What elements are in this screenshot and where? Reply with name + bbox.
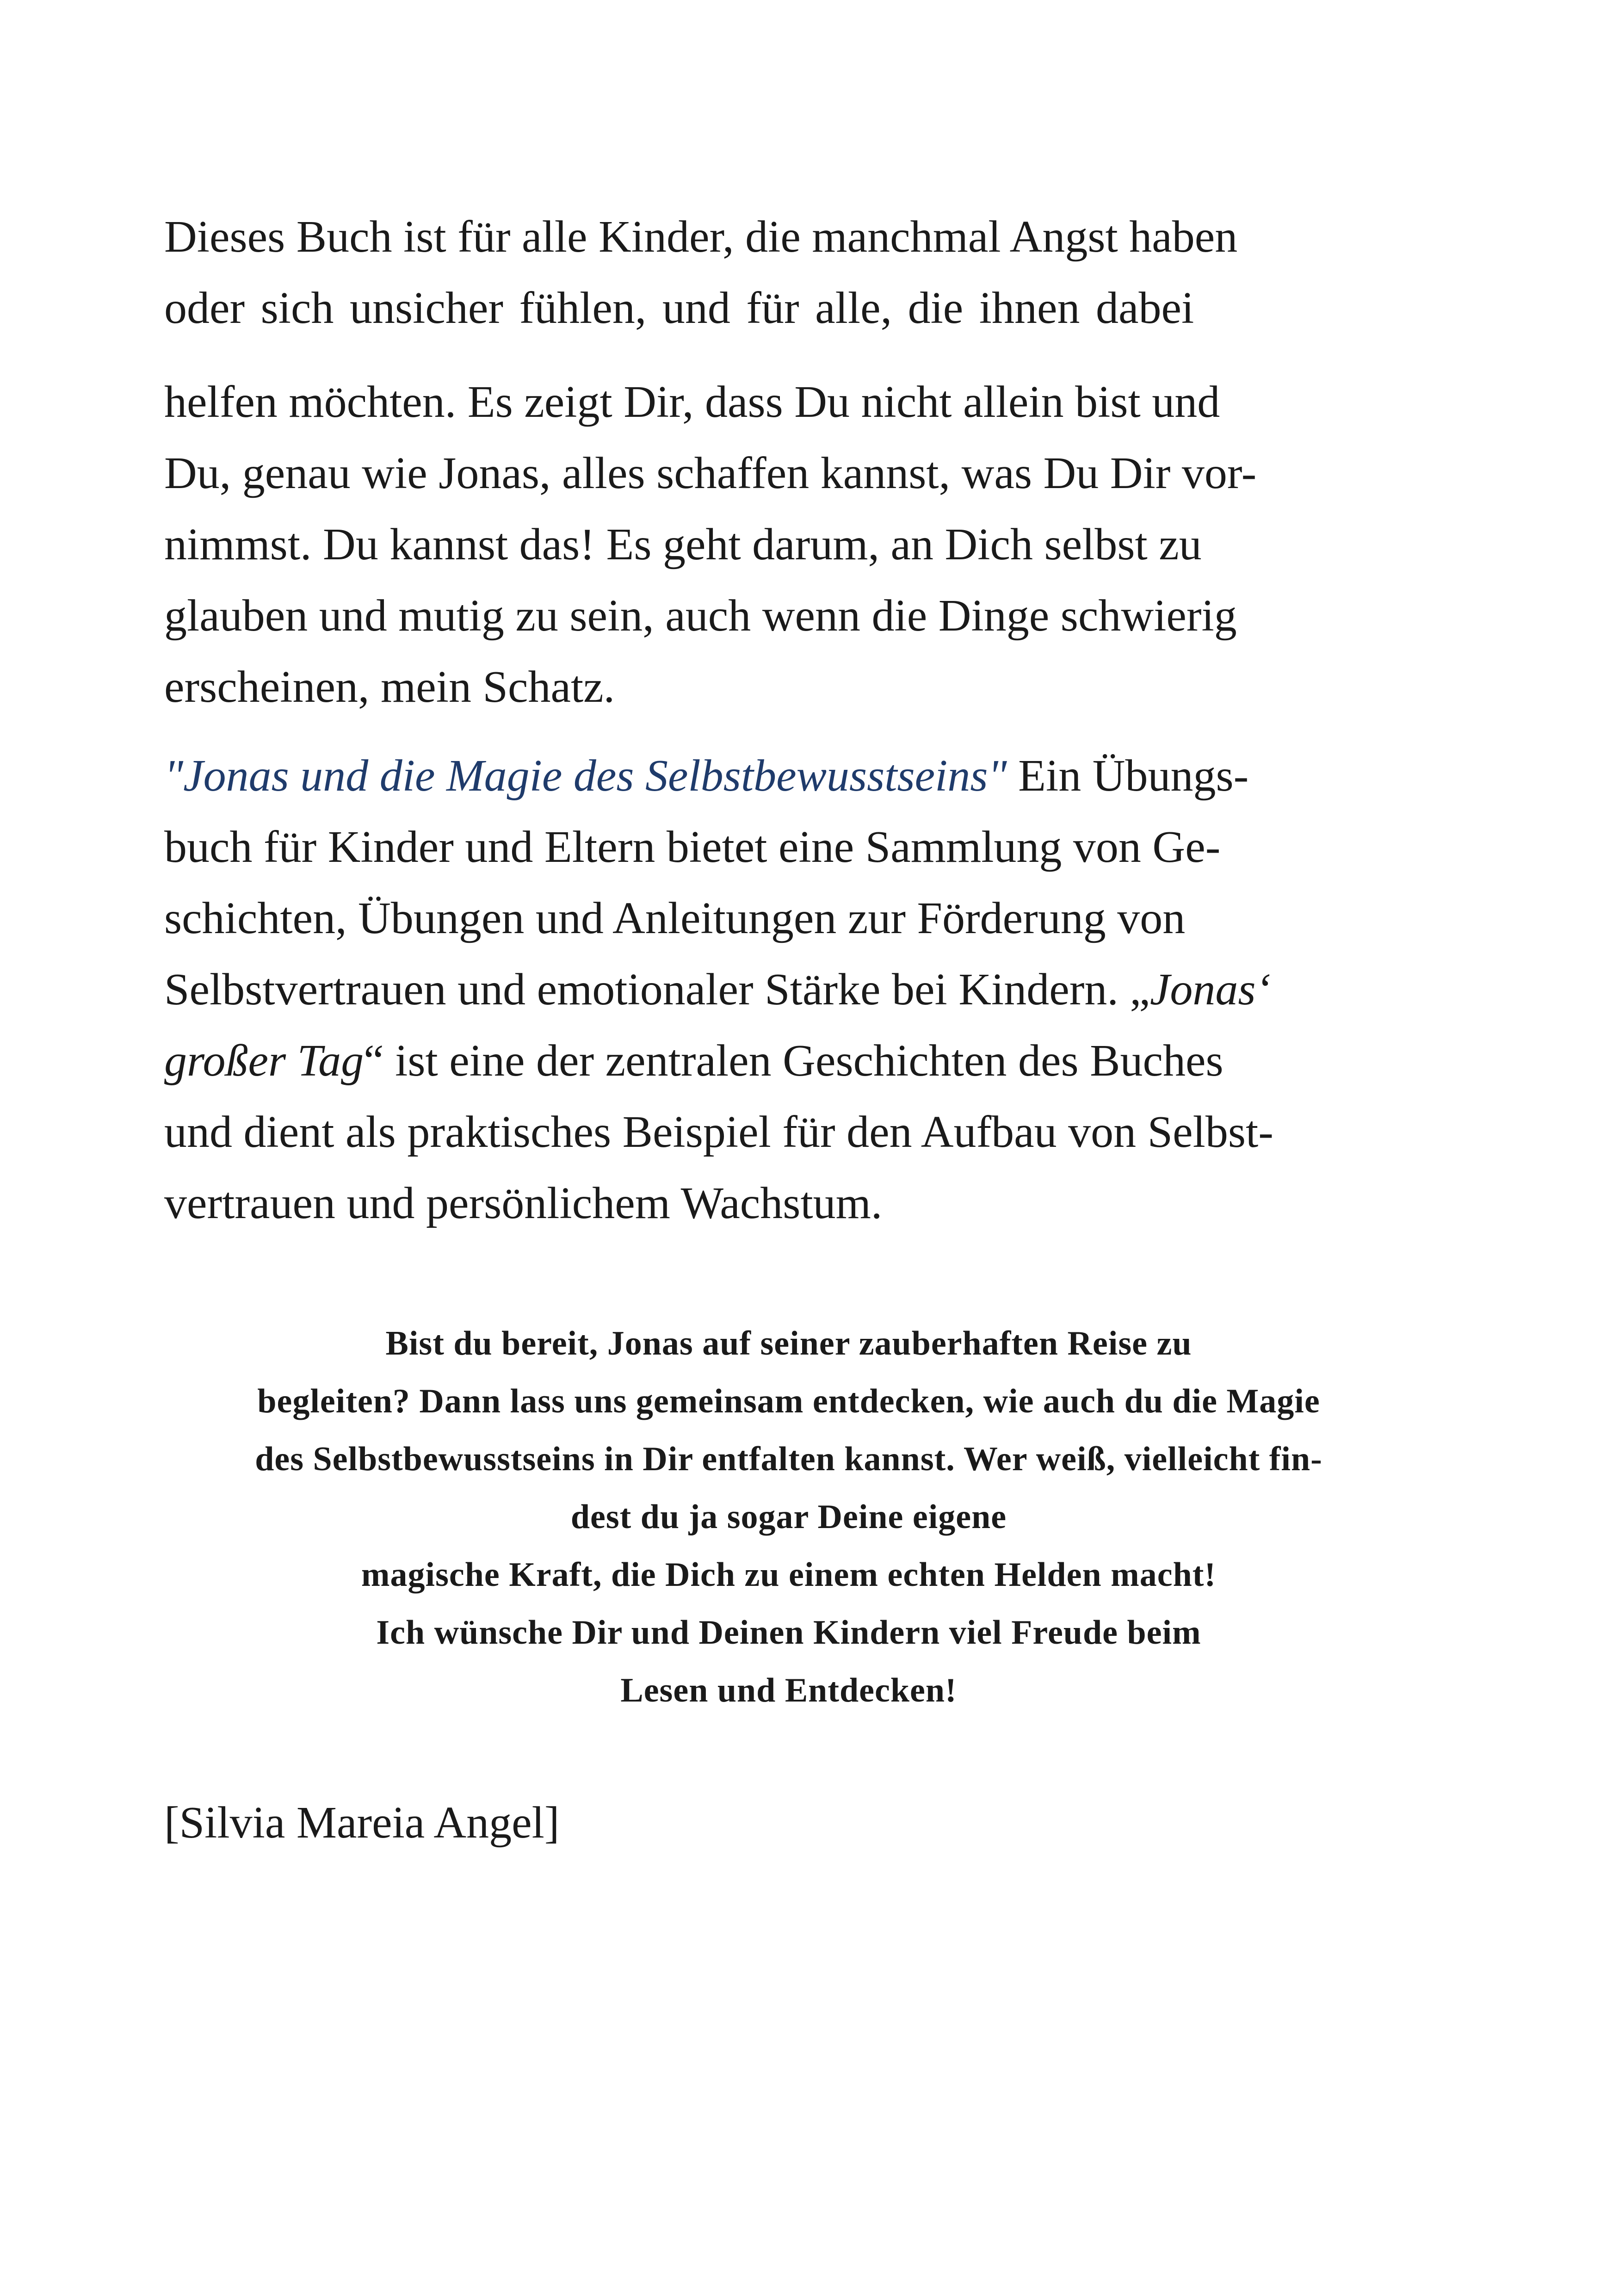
story-title-part: Jonas‘: [1149, 965, 1271, 1015]
text-line: Du, genau wie Jonas, alles schaffen kannst, was Du Dir vor-: [164, 448, 1257, 498]
intro-paragraph-continued: [164, 366, 1256, 723]
story-title-part: großer Tag: [164, 1036, 364, 1086]
text-line: glauben und mutig zu sein, auch wenn die Dinge schwierig: [164, 591, 1237, 641]
text-line: [164, 740, 1273, 811]
closing-line: Lesen und Entdecken!: [620, 1671, 957, 1709]
closing-line: dest du ja sogar Deine eigene: [570, 1498, 1007, 1536]
closing-line: begleiten? Dann lass uns gemeinsam entdecken, wie auch du die Magie: [257, 1382, 1320, 1420]
author-signature: [Silvia Mareia Angel]: [164, 1798, 560, 1848]
closing-line: des Selbstbewusstseins in Dir entfalten kannst. Wer weiß, vielleicht fin-: [255, 1440, 1322, 1478]
text-line: vertrauen und persönlichem Wachstum.: [164, 1178, 883, 1228]
closing-line: magische Kraft, die Dich zu einem echten Helden macht!: [361, 1556, 1217, 1594]
text-line: erscheinen, mein Schatz.: [164, 662, 615, 712]
text-line: [164, 1025, 1273, 1096]
text-line: und dient als praktisches Beispiel für den Aufbau von Selbst-: [164, 1107, 1273, 1157]
text-line: helfen möchten. Es zeigt Dir, dass Du nicht allein bist und: [164, 377, 1220, 427]
text-line: buch für Kinder und Eltern bietet eine Sammlung von Ge-: [164, 822, 1221, 872]
closing-message: [164, 1315, 1413, 1720]
book-title: "Jonas und die Magie des Selbstbewusstseins": [164, 751, 1007, 801]
text-fragment: Selbstvertrauen und emotionaler Stärke bei Kindern. „: [164, 965, 1150, 1015]
book-description-paragraph: [164, 740, 1273, 1239]
text-fragment: Ein Übungs-: [1007, 751, 1249, 801]
closing-line: Bist du bereit, Jonas auf seiner zauberhaften Reise zu: [385, 1324, 1192, 1362]
text-line: oder sich unsicher fühlen, und für alle, die ihnen dabei: [164, 283, 1194, 333]
closing-line: Ich wünsche Dir und Deinen Kindern viel Freude beim: [376, 1614, 1201, 1652]
text-line: schichten, Übungen und Anleitungen zur Förderung von: [164, 893, 1186, 943]
intro-paragraph: [164, 201, 1237, 344]
text-line: Dieses Buch ist für alle Kinder, die manchmal Angst haben: [164, 212, 1238, 262]
text-line: nimmst. Du kannst das! Es geht darum, an Dich selbst zu: [164, 520, 1202, 569]
text-fragment: “ ist eine der zentralen Geschichten des Buches: [364, 1036, 1224, 1086]
text-line: [164, 954, 1273, 1025]
